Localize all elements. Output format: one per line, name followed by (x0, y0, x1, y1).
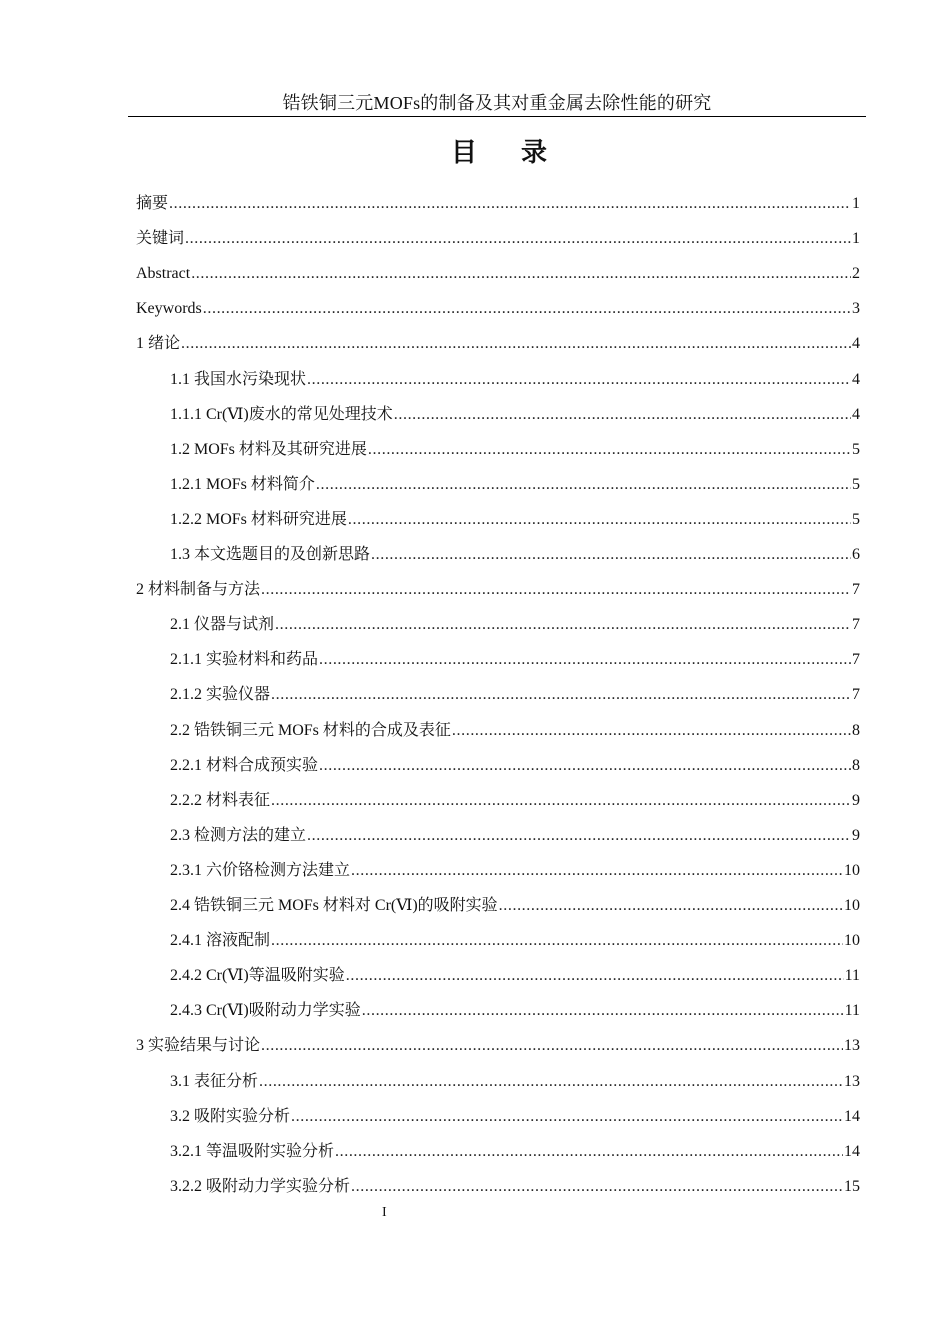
toc-dot-leader (371, 544, 851, 566)
toc-entry-label: 2.1.2 实验仪器 (170, 686, 271, 704)
toc-entry-page-number: 11 (844, 1002, 860, 1020)
toc-entry[interactable] (170, 755, 860, 777)
toc-entry-page-number: 14 (844, 1107, 860, 1125)
toc-entry-label: Keywords (136, 300, 202, 318)
toc-entry-label: 3 实验结果与讨论 (136, 1037, 261, 1055)
toc-entry[interactable] (136, 263, 860, 285)
toc-entry-label: 1.3 本文选题目的及创新思路 (170, 546, 371, 563)
toc-entry-label: 1.1 我国水污染现状 (170, 370, 307, 388)
toc-dot-leader (271, 684, 851, 706)
toc-entry-label: 2.2.2 材料表征 (170, 791, 271, 809)
toc-entry[interactable] (170, 649, 860, 671)
toc-entry-page-number: 7 (852, 616, 860, 634)
toc-dot-leader (319, 649, 851, 671)
toc-entry-label: 摘要 (136, 195, 169, 212)
toc-dot-leader (307, 369, 851, 391)
toc-dot-leader (261, 579, 851, 601)
toc-dot-leader (394, 404, 851, 426)
toc-entry[interactable] (170, 439, 860, 461)
toc-dot-leader (346, 965, 844, 987)
toc-entry[interactable] (170, 930, 860, 952)
toc-entry[interactable] (170, 1141, 860, 1163)
toc-entry-label: Abstract (136, 265, 191, 283)
toc-entry-label: 2.2.1 材料合成预实验 (170, 756, 319, 774)
toc-entry-label: 3.2.2 吸附动力学实验分析 (170, 1177, 351, 1195)
toc-dot-leader (362, 1000, 844, 1022)
toc-dot-leader (348, 509, 851, 531)
toc-entry-label: 2.4.3 Cr(Ⅵ)吸附动力学实验 (170, 1002, 361, 1020)
toc-entry[interactable] (136, 579, 860, 601)
toc-entry-page-number: 8 (852, 756, 860, 774)
toc-dot-leader (316, 474, 851, 496)
toc-dot-leader (271, 790, 851, 812)
toc-dot-leader (335, 1141, 843, 1163)
toc-entry[interactable] (170, 860, 860, 882)
toc-entry[interactable] (136, 333, 860, 355)
toc-dot-leader (185, 228, 851, 250)
toc-entry-label: 1.2 MOFs 材料及其研究进展 (170, 440, 367, 458)
toc-entry-page-number: 10 (844, 932, 860, 950)
toc-entry[interactable] (170, 404, 860, 426)
toc-entry[interactable] (170, 614, 860, 636)
toc-entry[interactable] (136, 298, 860, 320)
toc-entry-page-number: 4 (852, 405, 860, 423)
toc-dot-leader (191, 263, 851, 285)
toc-dot-leader (452, 720, 851, 742)
toc-dot-leader (271, 930, 843, 952)
toc-entry[interactable] (170, 825, 860, 847)
toc-entry[interactable] (170, 474, 860, 496)
toc-entry-page-number: 7 (852, 581, 860, 599)
toc-dot-leader (291, 1106, 843, 1128)
toc-dot-leader (499, 895, 843, 917)
toc-entry-page-number: 2 (852, 265, 860, 283)
toc-entry-page-number: 14 (844, 1142, 860, 1160)
toc-entry-page-number: 1 (852, 195, 860, 212)
toc-entry-label: 3.1 表征分析 (170, 1072, 259, 1090)
toc-entry[interactable] (136, 1035, 860, 1057)
toc-entry-page-number: 4 (852, 370, 860, 388)
toc-heading-char-2: 录 (521, 138, 548, 168)
toc-entry-label: 2.1.1 实验材料和药品 (170, 651, 319, 669)
toc-dot-leader (181, 333, 851, 355)
toc-entry-label: 3.2.1 等温吸附实验分析 (170, 1142, 335, 1160)
toc-entry-label: 3.2 吸附实验分析 (170, 1107, 291, 1125)
toc-dot-leader (368, 439, 851, 461)
toc-entry[interactable] (136, 228, 860, 250)
toc-dot-leader (351, 1176, 843, 1198)
toc-entry[interactable] (170, 509, 860, 531)
toc-dot-leader (307, 825, 851, 847)
toc-dot-leader (275, 614, 851, 636)
toc-heading (0, 136, 950, 170)
toc-dot-leader (319, 755, 851, 777)
toc-entry-page-number: 3 (852, 300, 860, 318)
toc-entry-page-number: 5 (852, 510, 860, 528)
toc-entry[interactable] (170, 1000, 860, 1022)
toc-entry[interactable] (170, 1106, 860, 1128)
toc-entry-page-number: 5 (852, 475, 860, 493)
toc-dot-leader (169, 193, 851, 215)
toc-entry[interactable] (170, 720, 860, 742)
toc-entry-label: 2.3.1 六价铬检测方法建立 (170, 861, 351, 879)
toc-entry[interactable] (170, 684, 860, 706)
toc-entry-label: 2.4 锆铁铜三元 MOFs 材料对 Cr(Ⅵ)的吸附实验 (170, 897, 498, 914)
toc-entry-page-number: 9 (852, 791, 860, 809)
toc-entry-page-number: 4 (852, 335, 860, 353)
toc-entry-page-number: 13 (844, 1037, 860, 1055)
toc-entry-page-number: 9 (852, 826, 860, 844)
toc-entry-page-number: 1 (852, 230, 860, 248)
toc-entry[interactable] (170, 369, 860, 391)
toc-entry-label: 2.4.2 Cr(Ⅵ)等温吸附实验 (170, 967, 345, 985)
toc-entry[interactable] (170, 965, 860, 987)
toc-entry-page-number: 10 (844, 861, 860, 879)
toc-entry-page-number: 8 (852, 721, 860, 739)
toc-entry-page-number: 11 (844, 967, 860, 985)
header-divider (128, 116, 866, 117)
toc-entry-label: 2.2 锆铁铜三元 MOFs 材料的合成及表征 (170, 721, 451, 739)
toc-entry-label: 关键词 (136, 230, 185, 248)
toc-entry-page-number: 10 (844, 897, 860, 914)
toc-heading-char-1: 目 (450, 138, 477, 168)
toc-dot-leader (203, 298, 851, 320)
toc-entry[interactable] (170, 790, 860, 812)
toc-entry[interactable] (136, 193, 860, 215)
page-header-title: 锆铁铜三元MOFs的制备及其对重金属去除性能的研究 (282, 93, 712, 113)
toc-entry-page-number: 15 (844, 1177, 860, 1195)
toc-entry[interactable] (170, 1176, 860, 1198)
page-number: I (382, 1205, 387, 1220)
toc-entry[interactable] (170, 1071, 860, 1093)
toc-entry[interactable] (170, 895, 860, 917)
toc-dot-leader (351, 860, 843, 882)
toc-dot-leader (259, 1071, 843, 1093)
toc-entry[interactable] (170, 544, 860, 566)
toc-entry-page-number: 13 (844, 1072, 860, 1090)
toc-entry-page-number: 5 (852, 440, 860, 458)
toc-entry-label: 1.2.1 MOFs 材料简介 (170, 475, 315, 493)
toc-entry-label: 2.3 检测方法的建立 (170, 826, 307, 844)
toc-entry-label: 1.1.1 Cr(Ⅵ)废水的常见处理技术 (170, 405, 393, 423)
toc-entry-page-number: 7 (852, 651, 860, 669)
toc-entry-label: 2.1 仪器与试剂 (170, 616, 275, 634)
toc-entry-label: 2.4.1 溶液配制 (170, 932, 271, 950)
toc-dot-leader (261, 1035, 843, 1057)
toc-entry-label: 1.2.2 MOFs 材料研究进展 (170, 510, 347, 528)
toc-entry-label: 2 材料制备与方法 (136, 581, 261, 599)
toc-entry-page-number: 6 (852, 546, 860, 563)
toc-entry-label: 1 绪论 (136, 335, 181, 353)
toc-entry-page-number: 7 (852, 686, 860, 704)
